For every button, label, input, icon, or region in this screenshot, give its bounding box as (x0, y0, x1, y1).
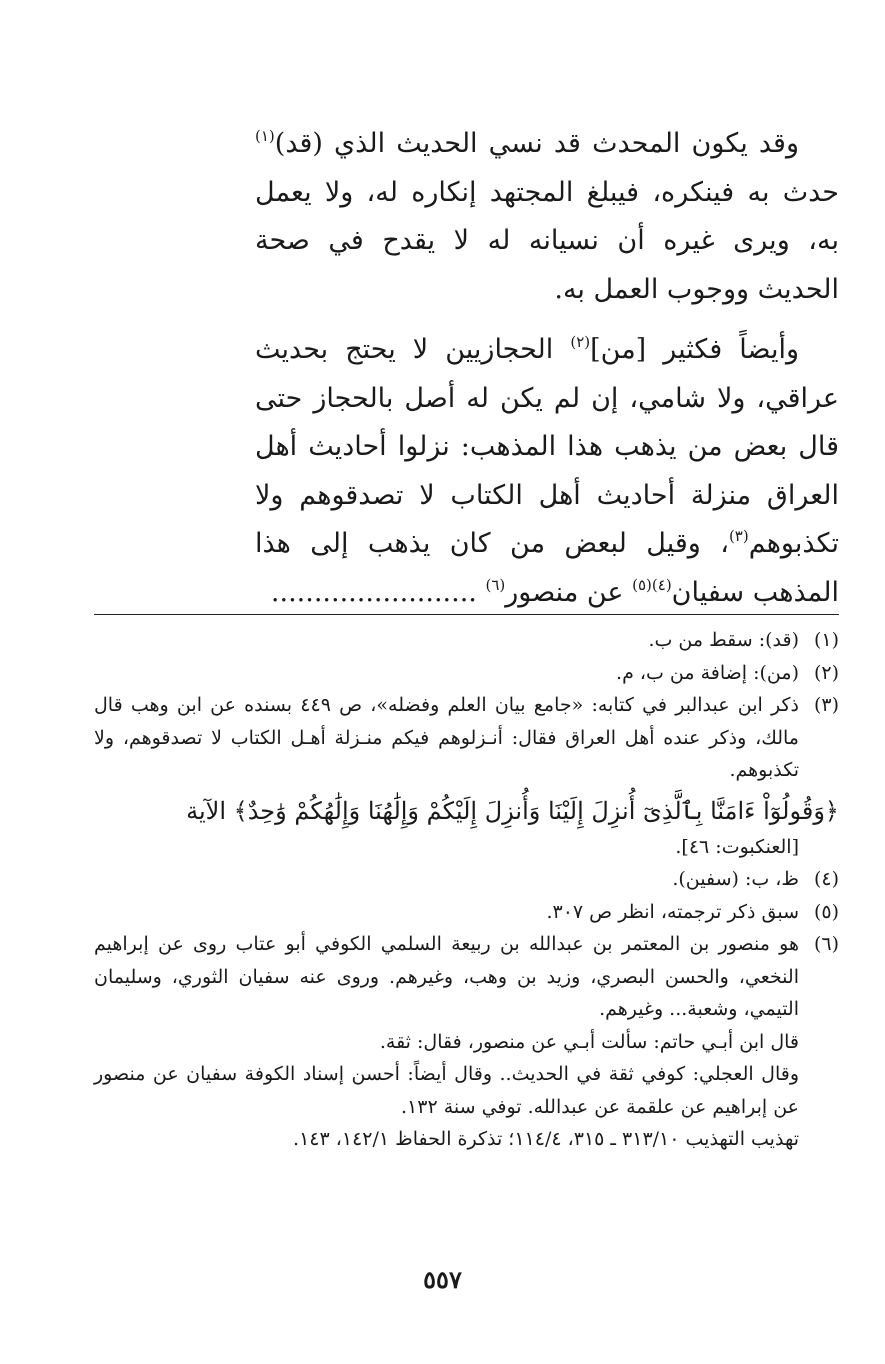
footnote-number: (٥) (813, 900, 839, 923)
footnote-3 (94, 689, 839, 787)
main-text (255, 120, 839, 617)
footnote-2 (94, 657, 839, 690)
footnote-text: سبق ذكر ترجمته، انظر ص ٣٠٧. (546, 900, 799, 923)
paragraph-1: وقد يكون المحدث قد نسي الحديث الذي (قد)$^{(١)}$ حدث به فينكره، فيبلغ المجتهد إنكاره له، ولا يعمل به، ويرى غيره أن نسيانه له لا يقدح في صحة الحديث ووجوب العمل به. (255, 127, 839, 305)
footnote-text-line: تهذيب التهذيب ٣١٣/١٠ ـ ٣١٥، ١١٤/٤؛ تذكرة الحفاظ ١٤٢/١، ١٤٣. (293, 1128, 799, 1150)
footnote-ref-2[interactable]: (٢) (570, 333, 591, 351)
footnote-ref-6[interactable]: (٦) (485, 575, 506, 594)
footnote-6 (94, 928, 839, 1156)
footnote-divider (94, 614, 839, 615)
footnote-number: (٤) (813, 868, 839, 890)
footnote-text-line: وقال العجلي: كوفي ثقة في الحديث.. وقال أيضاً: أحسن إسناد الكوفة سفيان عن منصور عن إبراهيم عن علقمة عن عبدالله. توفي سنة ١٣٢. (94, 1063, 799, 1118)
footnote-number: (١) (813, 629, 839, 651)
footnote-ref-3[interactable]: (٣) (728, 527, 749, 545)
footnote-text-line: قال ابن أبـي حاتم: سألت أبـي عن منصور، فقال: ثقة. (379, 1030, 799, 1053)
footnote-number: (٢) (813, 661, 839, 684)
footnote-4 (94, 863, 839, 896)
footnote-text: (قد): سقط من ب. (648, 629, 799, 651)
footnote-ref-4-5[interactable]: (٤)(٥) (632, 575, 672, 594)
footnotes (94, 624, 839, 1156)
footnote-text: (من): إضافة من ب، م. (616, 661, 799, 684)
footnote-text: هو منصور بن المعتمر بن عبدالله بن ربيعة السلمي الكوفي أبو عتاب روى عن إبراهيم النخعي، والحسن البصري، وزيد بن وهب، وغيرهم. وروى عنه سفيان الثوري، وسليمان التيمي، وشعبة... وغيرهم. (94, 933, 799, 1020)
footnote-1 (94, 624, 839, 657)
paragraph-2: وأيضاً فكثير [من]$^{(٢)}$ الحجازيين لا يحتج بحديث عراقي، ولا شامي، إن لم يكن له أصل بالحجاز حتى قال بعض من يذهب هذا المذهب: نزلوا أحاديث أهل العراق منزلة أحاديث أهل الكتاب لا تصدقوهم ولا تكذبوهم$^{(٣)}$، وقيل لبعض من كان يذهب إلى هذا المذهب سفيان$^{(٤)(٥)}$ عن منصور$^{(٦)}$ ........................ (255, 333, 839, 608)
footnote-ref-1[interactable]: (١) (255, 127, 275, 145)
footnote-text: ظ، ب: (سفين). (672, 868, 799, 890)
page-number: ٥٥٧ (423, 1265, 462, 1294)
footnote-number: (٦) (813, 933, 839, 955)
footnote-text: ذكر ابن عبدالبر في كتابه: «جامع بيان العلم وفضله»، ص ٤٤٩ بسنده عن ابن وهب قال مالك، وذكر عنده أهل العراق فقال: أنـزلوهم فيكم منـزلة أهـل الكتاب لا تصدقوهم، ولا تكذبوهم. (94, 694, 799, 781)
footnote-number: (٣) (813, 694, 839, 716)
footnote-5 (94, 896, 839, 929)
verse-reference: [العنكبوت: ٤٦]. (675, 835, 799, 858)
quran-verse: ﴿وَقُولُوٓاْ ءَامَنَّا بِٱلَّذِىٓ أُنزِلَ إِلَيْنَا وَأُنزِلَ إِلَيْكُمْ وَإِلَٰهُنَا وَإِلَٰهُكُمْ وَٰحِدٌ﴾ الآية (186, 796, 839, 825)
